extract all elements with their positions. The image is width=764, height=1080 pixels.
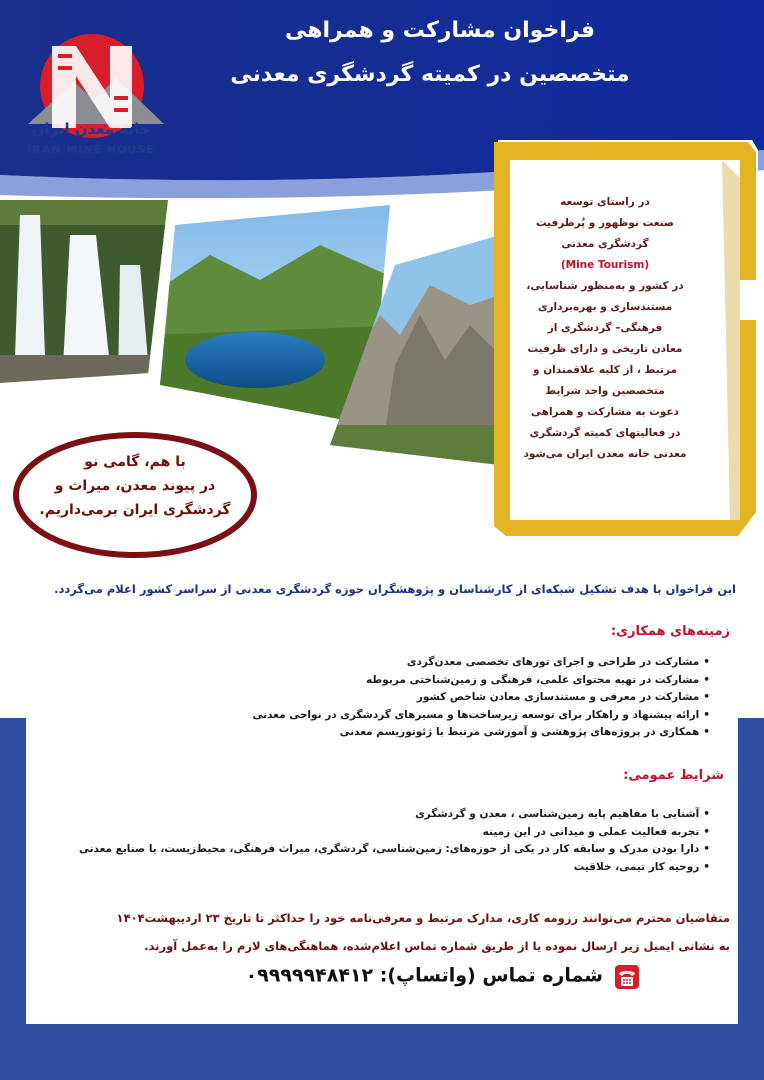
- title-line-2: متخصصین در کمیته گردشگری معدنی: [230, 62, 630, 87]
- logo-text-persian: خانه معدن ایران: [31, 120, 151, 138]
- list-item: • مشارکت در طراحی و اجرای تورهای تخصصی معدن‌گردی: [120, 654, 710, 672]
- logo-text-english: IRAN MINE HOUSE: [27, 143, 155, 156]
- photo-collage: [0, 185, 500, 465]
- callout-line: متخصصین واجد شرایط: [545, 385, 665, 397]
- list-item: • همکاری در پروژه‌های پژوهشی و آموزشی مرتبط با ژئوتوریسم معدنی: [120, 724, 710, 742]
- list-item: • ارائه پیشنهاد و راهکار برای توسعه زیرساخت‌ها و مسیرهای گردشگری در نواحی معدنی: [120, 707, 710, 725]
- callout-line: مستندسازی و بهره‌برداری: [537, 301, 673, 313]
- callout-line: در فعالیتهای کمیته گردشگری: [529, 427, 681, 439]
- apply-line-1: متقاضیان محترم می‌توانند رزومه کاری، مدارک مرتبط و معرفی‌نامه خود را حداکثر تا تاریخ ۲۳ اردیبهشت۱۴۰۴: [116, 911, 730, 925]
- callout-line: صنعت نوظهور و پُرظرفیت: [535, 217, 675, 229]
- callout-highlight: (Mine Tourism): [560, 259, 650, 271]
- list-item: • روحیه کار تیمی، خلاقیت: [40, 859, 710, 877]
- contact-row: [160, 964, 640, 1004]
- callout-line: دعوت به مشارکت و همراهی: [531, 406, 679, 418]
- list-item: • آشنایی با مفاهیم پایه زمین‌شناسی ، معدن و گردشگری: [40, 806, 710, 824]
- application-instructions: [40, 904, 730, 960]
- contact-phone-label[interactable]: شماره تماس (واتساپ): ۰۹۹۹۹۹۴۸۴۱۲: [245, 964, 603, 987]
- slogan-line: در پیوند معدن، میراث و: [54, 478, 216, 494]
- callout-line: معدنی خانه معدن ایران می‌شود: [523, 448, 687, 460]
- slogan-line: گردشگری ایران برمی‌داریم.: [39, 502, 231, 518]
- collaboration-list: [120, 654, 710, 742]
- telephone-icon: [614, 964, 640, 990]
- callout-line: در راستای توسعه: [560, 196, 650, 208]
- callout-line: فرهنگی– گردشگری از: [547, 322, 663, 334]
- list-item: • تجربه فعالیت عملی و میدانی در این زمینه: [40, 824, 710, 842]
- callout-line: در کشور و به‌منظور شناسایی،: [526, 280, 684, 292]
- slogan-text: [30, 450, 240, 522]
- list-item: • مشارکت در معرفی و مستندسازی معادن شاخص کشور: [120, 689, 710, 707]
- callout-line: گردشگری معدنی: [561, 238, 649, 250]
- callout-text: [510, 192, 700, 465]
- intro-text: این فراخوان با هدف تشکیل شبکه‌ای از کارشناسان و پژوهشگران حوزه گردشگری معدنی از سراسر کشور اعلام می‌گردد.: [54, 582, 736, 596]
- apply-line-2: به نشانی ایمیل زیر ارسال نموده یا از طریق شماره تماس اعلام‌شده، هماهنگی‌های لازم را به‌عمل آورند.: [144, 939, 730, 953]
- title-line-1: فراخوان مشارکت و همراهی: [284, 18, 595, 43]
- list-item: • دارا بودن مدرک و سابقه کار در یکی از حوزه‌های: زمین‌شناسی، گردشگری، میراث فرهنگی، محیط‌زیست، یا صنایع معدنی: [40, 841, 710, 859]
- callout-line: معادن تاریخی و دارای ظرفیت: [527, 343, 683, 355]
- list-item: • مشارکت در تهیه محتوای علمی، فرهنگی و زمین‌شناختی مربوطه: [120, 672, 710, 690]
- slogan-line: با هم، گامی نو: [84, 454, 186, 470]
- callout-line: مرتبط ، از کلیه علاقمندان و: [533, 364, 677, 376]
- conditions-list: [40, 806, 710, 876]
- collaboration-title: زمینه‌های همکاری:: [610, 624, 730, 639]
- conditions-title: شرایط عمومی:: [623, 768, 724, 783]
